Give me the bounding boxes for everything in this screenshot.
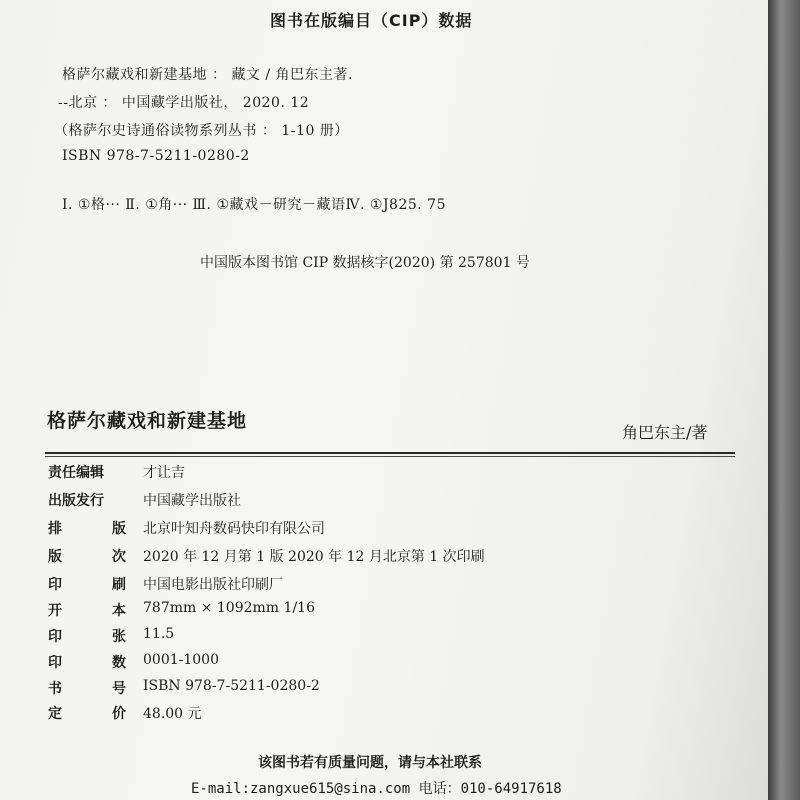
publisher-contact: E-mail:zangxue615@sina.com 电话：010-64917618 <box>191 781 562 797</box>
cip-isbn-line: ISBN 978-7-5211-0280-2 <box>62 148 250 164</box>
divider-thick <box>45 452 735 454</box>
colophon-value: ISBN 978-7-5211-0280-2 <box>143 678 320 694</box>
book-edge-shadow <box>768 0 800 800</box>
colophon-value: 2020 年 12 月第 1 版 2020 年 12 月北京第 1 次印刷 <box>143 549 485 565</box>
colophon-label: 印 张 <box>48 629 126 645</box>
cip-record-number: 中国版本图书馆 CIP 数据核字(2020) 第 257801 号 <box>200 255 530 271</box>
book-title: 格萨尔藏戏和新建基地 <box>47 410 248 432</box>
colophon-value: 11.5 <box>143 626 175 642</box>
colophon-value: 0001-1000 <box>143 652 219 668</box>
colophon-label: 定 价 <box>48 706 126 722</box>
cip-series-line: （格萨尔史诗通俗读物系列丛书 ： 1-10 册） <box>54 123 349 139</box>
colophon-label: 印 刷 <box>48 577 126 593</box>
quality-notice: 该图书若有质量问题，请与本社联系 <box>258 755 482 771</box>
cip-header: 图书在版编目（CIP）数据 <box>270 11 473 30</box>
colophon-value: 才让吉 <box>143 465 185 481</box>
colophon-label: 排 版 <box>48 521 126 537</box>
book-author: 角巴东主/著 <box>622 423 708 442</box>
cip-publisher-line: --北京 ： 中国藏学出版社， 2020. 12 <box>58 95 310 111</box>
cip-classification-line: Ⅰ. ①格··· Ⅱ. ①角··· Ⅲ. ①藏戏－研究－藏语Ⅳ. ①J825. 75 <box>62 197 446 213</box>
colophon-label: 印 数 <box>48 655 126 671</box>
colophon-label: 开 本 <box>48 603 126 619</box>
colophon-value: 787mm × 1092mm 1/16 <box>143 600 315 616</box>
colophon-value: 北京叶知舟数码快印有限公司 <box>143 521 325 537</box>
colophon-value: 中国电影出版社印刷厂 <box>143 577 283 593</box>
divider-thin <box>45 456 735 457</box>
colophon-label: 出版发行 <box>48 493 104 509</box>
colophon-label: 版 次 <box>48 549 126 565</box>
colophon-label: 责任编辑 <box>48 465 104 481</box>
colophon-label: 书 号 <box>48 681 126 697</box>
colophon-value: 48.00 元 <box>143 706 202 722</box>
colophon-value: 中国藏学出版社 <box>143 493 241 509</box>
cip-title-line: 格萨尔藏戏和新建基地 ： 藏文 / 角巴东主著. <box>62 67 353 83</box>
